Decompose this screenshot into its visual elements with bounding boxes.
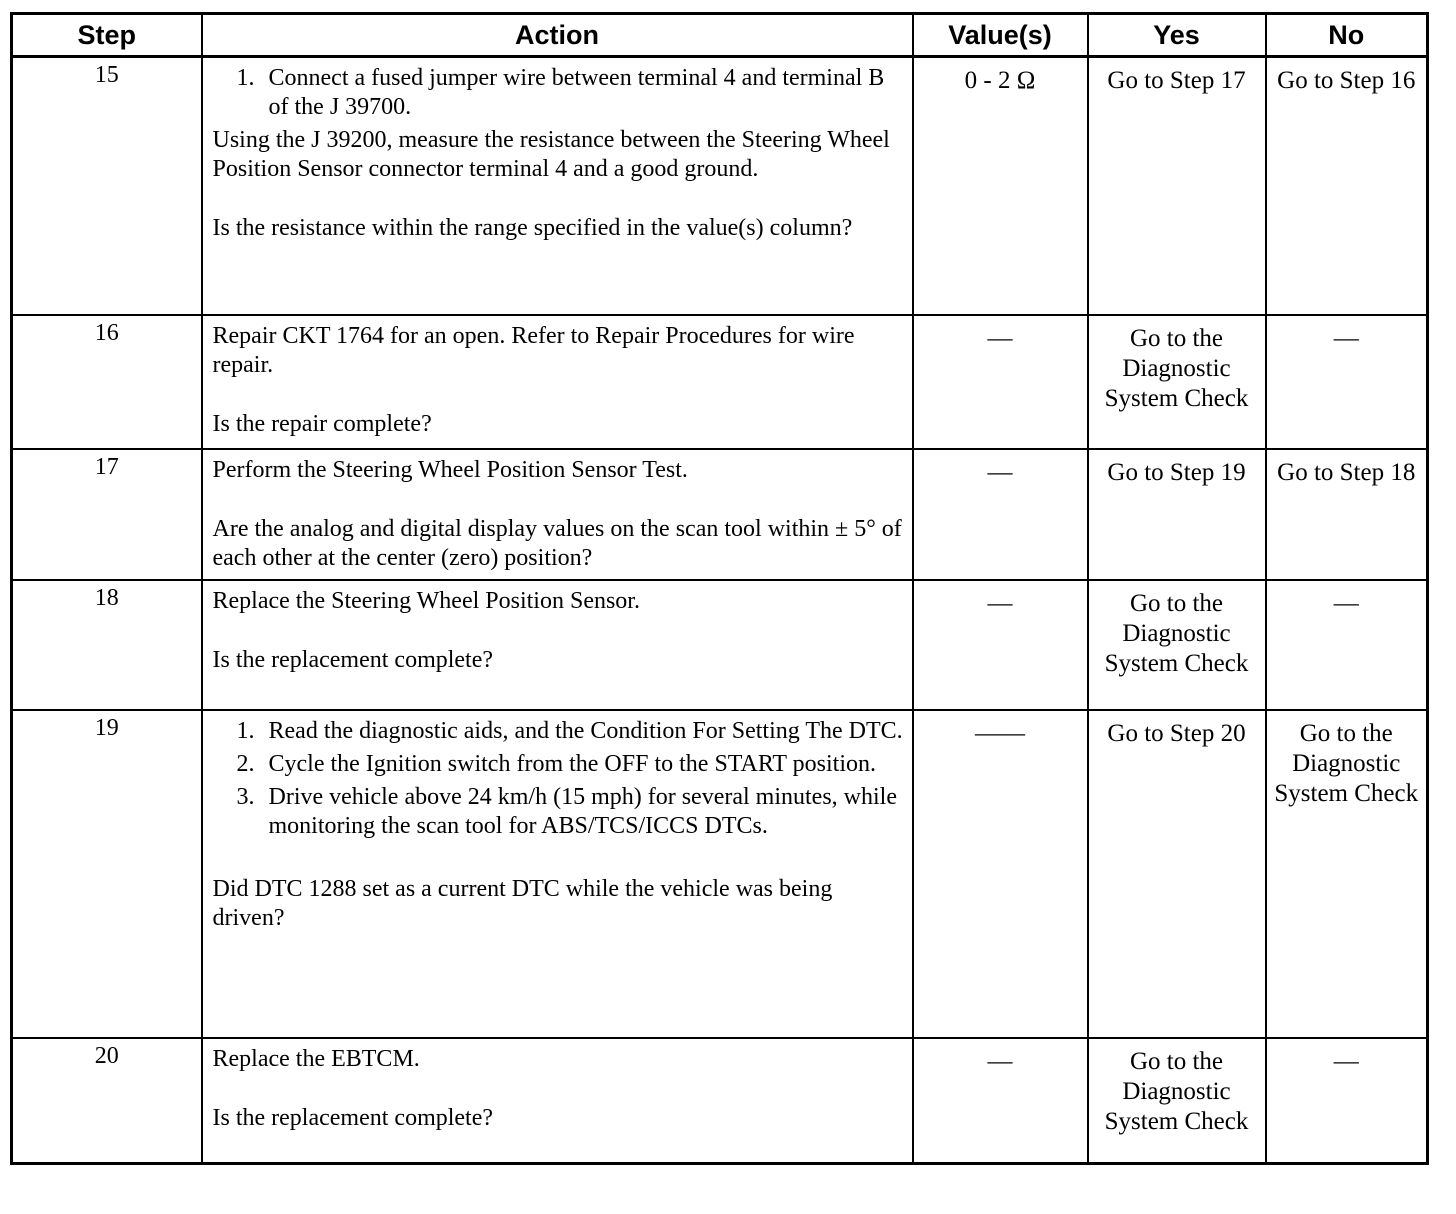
table-row	[12, 449, 1428, 580]
table-row	[12, 57, 1428, 315]
yes-target: Go to the Diagnostic System Check	[1104, 1047, 1249, 1135]
yes-cell	[1088, 580, 1266, 710]
step-item-text: Connect a fused jumper wire between terminal 4 and terminal B of the J 39700.	[268, 65, 885, 120]
action-cell	[202, 449, 913, 580]
action-question: Is the repair complete?	[212, 410, 432, 437]
no-target: Go to Step 16	[1277, 67, 1416, 94]
no-cell	[1266, 710, 1428, 1038]
value-cell: —	[913, 580, 1088, 710]
yes-cell	[1088, 315, 1266, 449]
no-target: Go to Step 18	[1277, 458, 1416, 486]
step-item-text: Cycle the Ignition switch from the OFF to the START position.	[268, 750, 876, 777]
no-cell	[1266, 1038, 1428, 1164]
action-step-item	[213, 64, 904, 122]
value-cell: ——	[913, 710, 1088, 1038]
step-number: 18	[12, 580, 202, 710]
step-number: 19	[12, 710, 202, 1038]
action-question: Is the replacement complete?	[212, 1104, 494, 1131]
no-cell	[1266, 57, 1428, 315]
action-step-item	[213, 717, 904, 746]
header-action: Action	[202, 14, 913, 57]
value-cell: —	[913, 315, 1088, 449]
step-item-number: 1.	[236, 65, 255, 91]
action-cell	[202, 315, 913, 449]
action-question: Is the resistance within the range specified in the value(s) column?	[212, 215, 853, 241]
step-number: 17	[12, 449, 202, 580]
action-step-item	[213, 783, 904, 841]
yes-target: Go to Step 17	[1107, 67, 1246, 94]
action-step-item	[213, 750, 904, 779]
step-item-number: 1.	[236, 717, 255, 744]
table-row	[12, 315, 1428, 449]
step-number: 16	[12, 315, 202, 449]
value-cell: —	[913, 1038, 1088, 1164]
header-no: No	[1266, 14, 1428, 57]
step-item-text: Read the diagnostic aids, and the Condition For Setting The DTC.	[268, 717, 903, 744]
header-values: Value(s)	[913, 14, 1088, 57]
yes-target: Go to Step 19	[1107, 458, 1246, 486]
header-step: Step	[12, 14, 202, 57]
action-cell	[202, 710, 913, 1038]
step-item-number: 3.	[236, 783, 255, 810]
value-cell: 0 - 2 Ω	[913, 57, 1088, 315]
no-cell	[1266, 580, 1428, 710]
header-row	[12, 14, 1428, 57]
action-question: Is the replacement complete?	[212, 646, 494, 673]
action-cell	[202, 1038, 913, 1164]
action-cell	[202, 57, 913, 315]
action-steps	[213, 717, 904, 841]
action-instruction: Repair CKT 1764 for an open. Refer to Repair Procedures for wire repair.	[212, 322, 855, 378]
action-question: Are the analog and digital display values on the scan tool within ± 5° of each other at the center (zero) position?	[212, 515, 902, 571]
yes-cell	[1088, 710, 1266, 1038]
no-target: —	[1333, 589, 1359, 617]
step-item-number: 2.	[236, 750, 255, 777]
action-cell	[202, 580, 913, 710]
value-cell: —	[913, 449, 1088, 580]
table-row	[12, 1038, 1428, 1164]
step-number: 20	[12, 1038, 202, 1164]
no-target: —	[1333, 1047, 1359, 1075]
yes-cell	[1088, 449, 1266, 580]
yes-target: Go to the Diagnostic System Check	[1104, 589, 1249, 677]
action-instruction: Replace the EBTCM.	[212, 1045, 420, 1072]
yes-target: Go to the Diagnostic System Check	[1104, 324, 1249, 412]
action-steps	[213, 64, 904, 122]
header-yes: Yes	[1088, 14, 1266, 57]
step-item-text: Drive vehicle above 24 km/h (15 mph) for several minutes, while monitoring the scan tool for ABS/TCS/ICCS DTCs.	[268, 783, 897, 839]
yes-cell	[1088, 57, 1266, 315]
action-question: Did DTC 1288 set as a current DTC while the vehicle was being driven?	[212, 875, 833, 931]
table-row	[12, 580, 1428, 710]
action-instruction: Replace the Steering Wheel Position Sensor.	[212, 587, 640, 614]
action-instruction: Using the J 39200, measure the resistance between the Steering Wheel Position Sensor connector terminal 4 and a good ground.	[212, 127, 890, 182]
table-row	[12, 710, 1428, 1038]
action-instruction: Perform the Steering Wheel Position Sensor Test.	[212, 456, 688, 483]
no-target: —	[1333, 324, 1359, 352]
yes-target: Go to Step 20	[1107, 719, 1246, 747]
step-number: 15	[12, 57, 202, 315]
diagnostic-table	[10, 12, 1429, 1165]
no-cell	[1266, 449, 1428, 580]
yes-cell	[1088, 1038, 1266, 1164]
no-cell	[1266, 315, 1428, 449]
no-target: Go to the Diagnostic System Check	[1274, 719, 1419, 807]
